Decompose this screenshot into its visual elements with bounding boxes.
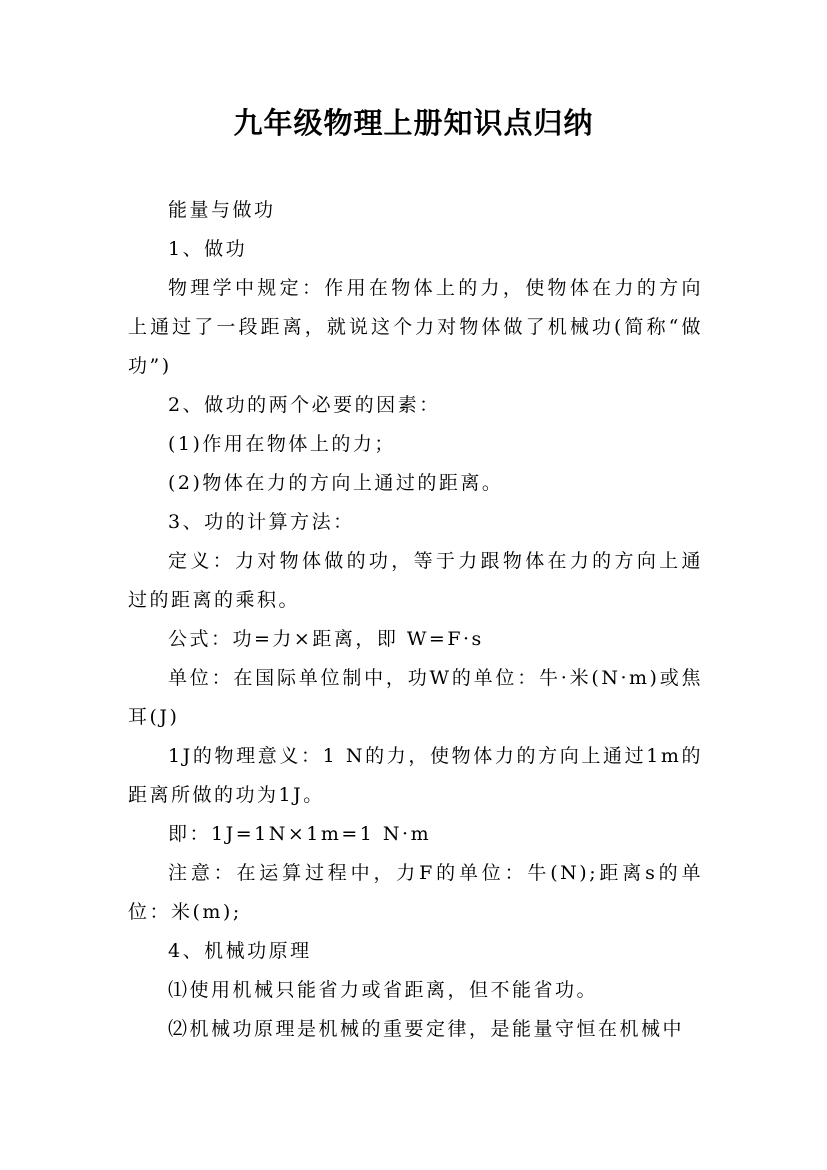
list-item-factor-2: (2)物体在力的方向上通过的距离。 — [168, 472, 504, 494]
list-item-factor-1: (1)作用在物体上的力； — [168, 433, 396, 455]
paragraph-note: 注意：在运算过程中，力F的单位：牛(N);距离s的单位：米(m); — [128, 862, 703, 923]
paragraph-work-definition: 物理学中规定：作用在物体上的力，使物体在力的方向上通过了一段距离，就说这个力对物体做了机械功(简称“做功”) — [128, 277, 703, 377]
document-title: 九年级物理上册知识点归纳 — [233, 106, 594, 140]
subheading-mechanical-work-principle: 4、机械功原理 — [168, 940, 312, 962]
subheading-work-calculation: 3、功的计算方法： — [168, 511, 355, 533]
paragraph-joule-equation: 即：1J=1N×1m=1 N·m — [168, 823, 432, 845]
document-body — [128, 191, 703, 1049]
section-heading-energy-work: 能量与做功 — [168, 199, 276, 221]
paragraph-joule-meaning: 1J的物理意义：1 N的力，使物体力的方向上通过1m的距离所做的功为1J。 — [128, 745, 703, 806]
subheading-work: 1、做功 — [168, 238, 248, 260]
paragraph-definition: 定义：力对物体做的功，等于力跟物体在力的方向上通过的距离的乘积。 — [128, 550, 703, 611]
list-item-principle-1: ⑴使用机械只能省力或省距离，但不能省功。 — [168, 979, 599, 1001]
paragraph-unit: 单位：在国际单位制中，功W的单位：牛·米(N·m)或焦耳(J) — [128, 667, 703, 728]
paragraph-formula: 公式：功=力×距离，即 W=F·s — [168, 628, 484, 650]
list-item-principle-2: ⑵机械功原理是机械的重要定律，是能量守恒在机械中 — [168, 1018, 685, 1040]
subheading-work-factors: 2、做功的两个必要的因素： — [168, 394, 441, 416]
